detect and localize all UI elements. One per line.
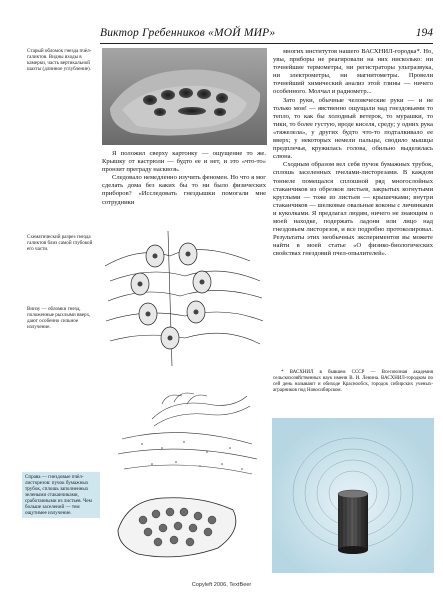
footnote-text: * ВАСХНИЛ в бывшем СССР — Всесоюзная академия сельскохозяйственных наук имени В. И. Ленина. ВАСХНИЛ-городком по сей день называют и обиходе Краснообск, городок сибирских ученых-аграрников под Новосибирском. [273, 370, 433, 393]
caption-below: Внизу — обломки гнезд, положенные рыхлыми вверх, дают особенно сильное излучение. [27, 306, 91, 330]
left-text-column [102, 150, 266, 207]
copyright-footer: Copyleft 2006, TextBeer [191, 582, 252, 588]
nest-cross-section-drawing [100, 226, 270, 371]
page-number: 194 [415, 27, 433, 39]
caption-right: Справа — гнездовые пчёл-листорезов: пучок бумажных трубок, сплошь заполненных зелеными стаканчиками, сработанными из листьев. Чем больше заселений — тем ощутимее излучение. [22, 472, 100, 518]
paragraph: Следовало немедленно изучить феномен. Но что я мог сделать дома без каких бы то ни было физических приборов? «Исследовать гнездышки помогали мне сотрудники [102, 174, 266, 206]
nest-fragments-drawing [108, 470, 248, 566]
footnote [273, 370, 433, 394]
nest-fragment-photo [102, 48, 267, 145]
header-rule [100, 43, 433, 44]
caption-scheme: Схематический разрез гнезда галиктов близ самой глубокой его части. [27, 234, 93, 252]
bee-tube-bundle-photo [272, 418, 434, 573]
caption-photo-top: Старый обломок гнезда пчёл-галиктов. Видны входы в камерки, часть вертикальной шахты (длинное углубление). [27, 48, 92, 72]
page-header [100, 27, 433, 41]
paragraph: Зато руки, обычные человеческие руки — и не только мои! — явственно ощущали над гнездовьями то тепло, то как бы холодный ветерок, то мурашки, то тики, то более густую, вроде киселя, среду; у одних рука «тяжелела», у других будто что-то подталкивало ее вверх; у некоторых немели пальцы, сводило мышцы предплечья, кружилась голова, обильно выделялась слюна. [273, 96, 433, 161]
paragraph: Сходным образом вел себя пучок бумажных трубок, сплошь заселенных пчелами-листорезами. В каждом тоннеле помещался сплошной ряд многослойных стаканчиков из обрезков листьев, закрытых когнутыми круглыми — тоже из листьев — крышечками; внутри стаканчиков — шелковые овальные коконы с личинками и куколками. Я предлагал людям, ничего не знающим о моей находке, подержать ладони или лицо над гнездовьем листорезов, и все подробно протоколировал. Результаты этих необычных экспериментов вы можете найти в моей статье «О физико-биологических свойствах гнездовий пчел-опылителей». [273, 161, 433, 258]
right-text-column [273, 48, 433, 258]
paragraph: многих институтов нашего ВАСХНИЛ-городка*. Но, увы, приборы не реагировали на них нисколько: ни точнейшие термометры, ни регистраторы ультразвука, ни электрометры, ни магнитометры. Провели точнейший химический анализ этой глины — ничего особенного. Молчал и радиометр... [273, 48, 433, 96]
book-title: Виктор Гребенников «МОЙ МИР» [100, 27, 276, 39]
paragraph: Я положил сверху картонку — ощущение то же. Крышку от кастрюли — будто ее и нет, и это «что-то» пронзит преграду насквозь. [102, 150, 266, 174]
